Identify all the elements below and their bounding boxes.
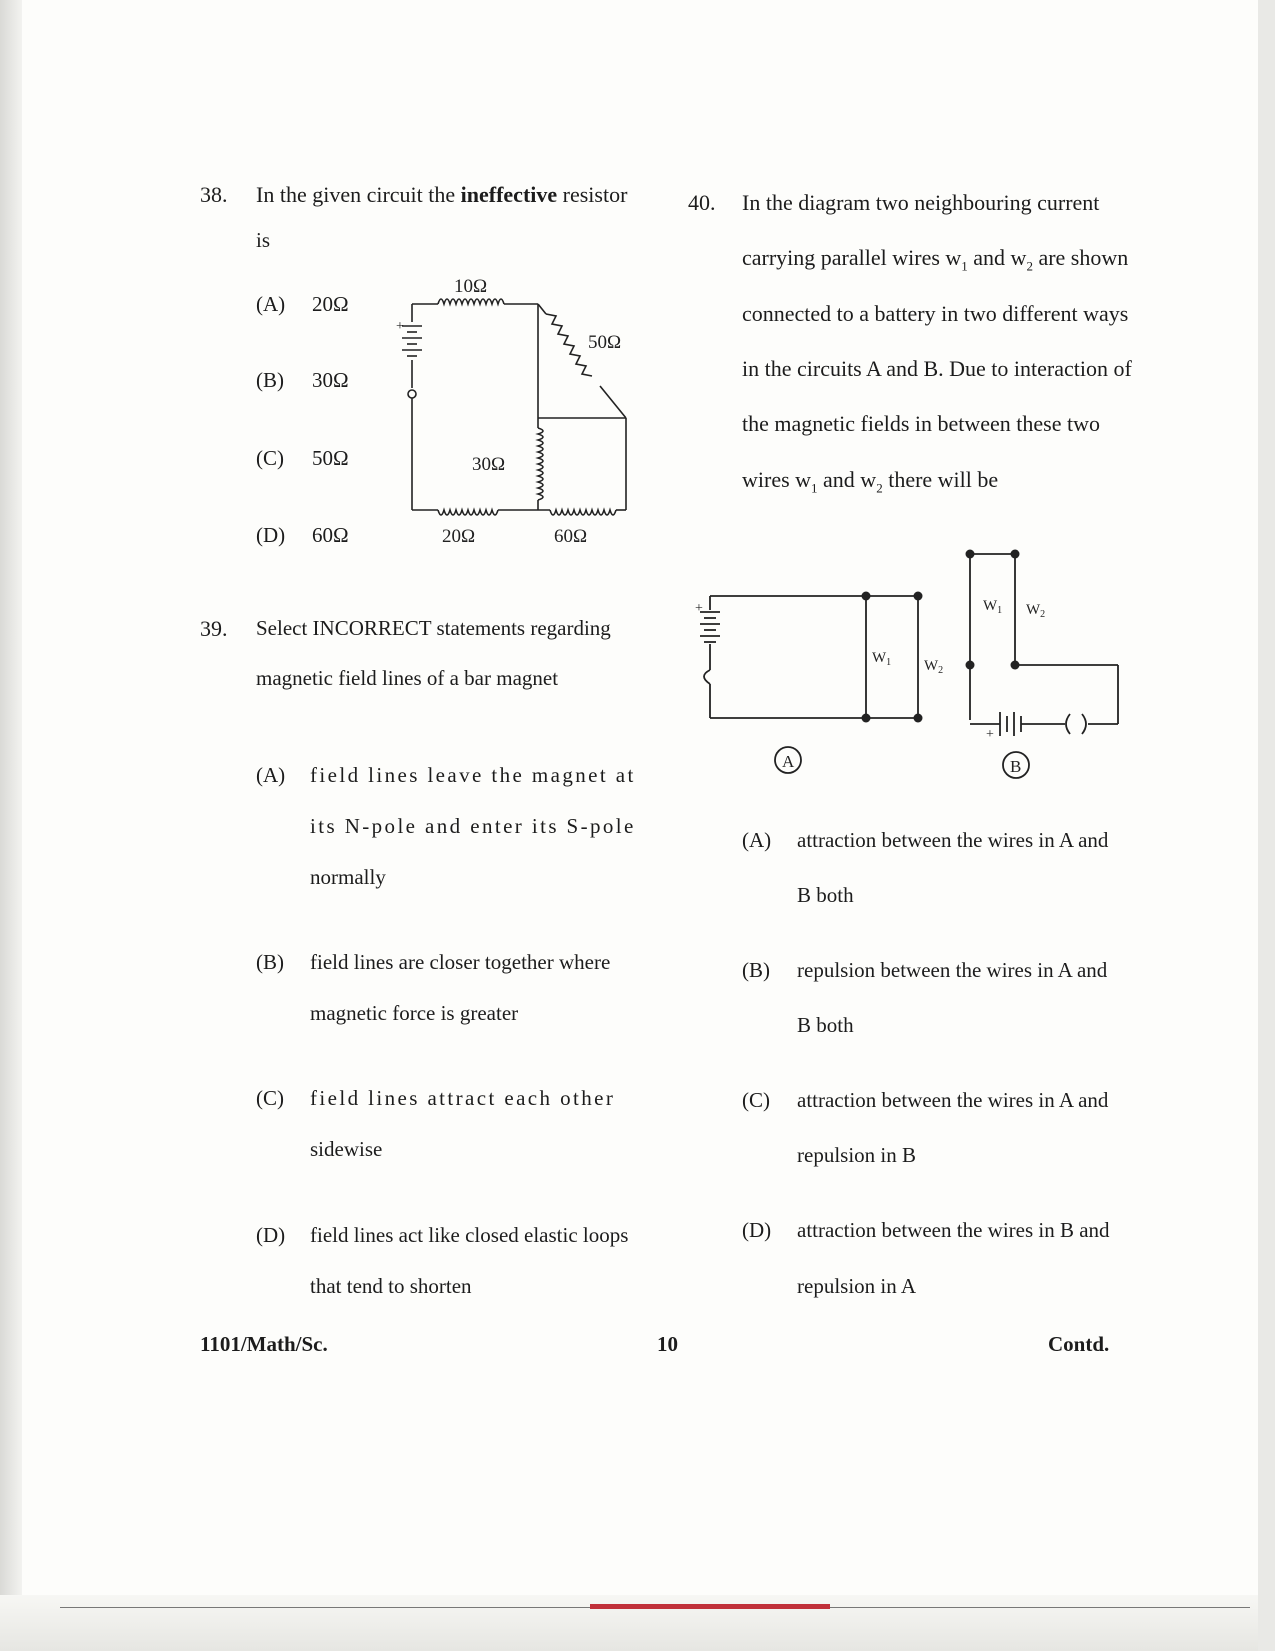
question-stem-line: is <box>256 228 271 252</box>
option-text: normally <box>310 865 386 889</box>
page-edge <box>1258 0 1275 1651</box>
resistor-label: 20Ω <box>442 526 476 547</box>
option-label: (B) <box>256 950 284 974</box>
option-text: attraction between the wires in A and <box>797 1088 1109 1112</box>
question-stem-line: Select INCORRECT statements regarding <box>256 616 611 640</box>
circuit-label-b: B <box>1010 757 1022 776</box>
option-text: its N-pole and enter its S-pole <box>310 814 636 838</box>
option-text: sidewise <box>310 1137 383 1161</box>
option-label: (B) <box>742 958 770 982</box>
circuit-label-a: A <box>782 752 795 771</box>
option-text: field lines leave the magnet at <box>310 763 636 787</box>
option-label: (D) <box>256 523 286 547</box>
option-label: (C) <box>742 1088 770 1112</box>
option-text: repulsion between the wires in A and <box>797 958 1108 982</box>
question-stem-line: magnetic field lines of a bar magnet <box>256 666 559 690</box>
resistor-label: 10Ω <box>454 276 488 297</box>
option-text: field lines are closer together where <box>310 950 611 974</box>
option-text: repulsion in A <box>797 1274 916 1298</box>
option-label: (C) <box>256 446 284 470</box>
wire-label: $W_1$ <box>872 650 892 668</box>
svg-text:+: + <box>396 319 404 334</box>
option-text: repulsion in B <box>797 1143 916 1167</box>
resistor-label: 50Ω <box>588 332 622 353</box>
option-text: field lines attract each other <box>310 1086 616 1110</box>
question-number: 40. <box>688 190 716 215</box>
option-text: B both <box>797 883 854 907</box>
option-label: (A) <box>256 292 286 316</box>
binding-strip <box>590 1604 830 1609</box>
emphasis: ineffective <box>460 182 558 207</box>
option-label: (C) <box>256 1086 284 1110</box>
question-stem-line: connected to a battery in two different ways <box>742 301 1129 326</box>
page-number: 10 <box>657 1332 678 1356</box>
option-text: 60Ω <box>312 523 349 547</box>
option-text: 20Ω <box>312 292 349 316</box>
wire-label: $W_2$ <box>924 658 944 676</box>
svg-text:+: + <box>986 727 994 742</box>
circuit-diagram-40 <box>690 540 1130 790</box>
option-label: (B) <box>256 368 284 392</box>
option-text: 30Ω <box>312 368 349 392</box>
question-stem-line: in the circuits A and B. Due to interaction of <box>742 356 1132 381</box>
continued-label: Contd. <box>1048 1332 1110 1356</box>
wire-label: $W_2$ <box>1026 602 1046 620</box>
question-stem-line: carrying parallel wires $w_1$ and $w_2$ are shown <box>742 245 1129 274</box>
option-label: (A) <box>256 763 286 787</box>
option-label: (D) <box>742 1218 772 1242</box>
option-text: 50Ω <box>312 446 349 470</box>
question-number: 39. <box>200 616 228 641</box>
resistor-label: 30Ω <box>472 454 506 475</box>
option-text: B both <box>797 1013 854 1037</box>
resistor-label: 60Ω <box>554 526 588 547</box>
question-stem-line: In the diagram two neighbouring current <box>742 190 1100 215</box>
wire-label: $W_1$ <box>983 598 1003 616</box>
question-number: 38. <box>200 182 228 207</box>
option-text: attraction between the wires in B and <box>797 1218 1110 1242</box>
svg-text:+: + <box>695 601 703 616</box>
option-text: attraction between the wires in A and <box>797 828 1109 852</box>
option-label: (A) <box>742 828 772 852</box>
option-text: field lines act like closed elastic loops <box>310 1223 629 1247</box>
question-stem-line: the magnetic fields in between these two <box>742 411 1100 436</box>
question-stem: In the given circuit the ineffective resistor <box>256 182 628 207</box>
option-label: (D) <box>256 1223 286 1247</box>
question-stem-line: wires $w_1$ and $w_2$ there will be <box>742 467 999 496</box>
paper-code: 1101/Math/Sc. <box>200 1332 328 1356</box>
option-text: magnetic force is greater <box>310 1001 519 1025</box>
circuit-diagram-38 <box>390 270 650 555</box>
page-edge <box>0 0 22 1651</box>
option-text: that tend to shorten <box>310 1274 472 1298</box>
